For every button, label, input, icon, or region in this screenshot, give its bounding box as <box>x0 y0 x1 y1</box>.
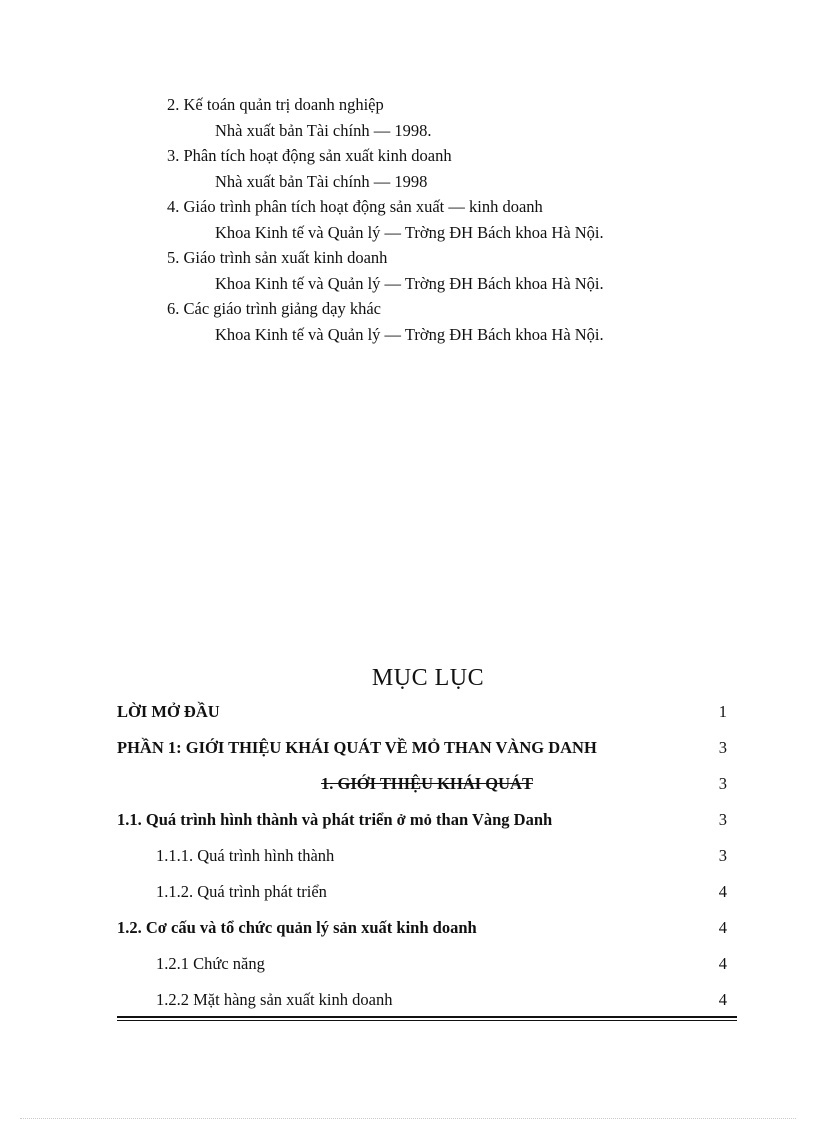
toc-entry-page: 3 <box>718 846 727 865</box>
toc-entry[interactable] <box>117 910 737 946</box>
toc-entry-page: 3 <box>718 774 727 793</box>
toc-entry-page: 4 <box>718 990 727 1009</box>
toc-entry-text: 1.2. Cơ cấu và tổ chức quản lý sản xuất kinh doanh <box>117 918 477 937</box>
toc-divider-thin <box>117 1020 737 1021</box>
reference-source: Khoa Kinh tế và Quản lý — Trờng ĐH Bách khoa Hà Nội. <box>215 273 604 293</box>
toc-entry[interactable] <box>117 766 737 802</box>
reference-item <box>0 194 816 245</box>
reference-item <box>0 296 816 347</box>
toc-entry-text: 1.1. Quá trình hình thành và phát triển ở mỏ than Vàng Danh <box>117 810 553 829</box>
toc-entry-text: LỜI MỞ ĐẦU <box>117 702 220 721</box>
toc-entry[interactable] <box>117 694 737 730</box>
reference-title: 6. Các giáo trình giảng dạy khác <box>167 299 381 318</box>
toc-entry-text: 1.1.2. Quá trình phát triển <box>156 882 327 901</box>
reference-title: 2. Kế toán quản trị doanh nghiệp <box>167 95 384 114</box>
toc-entry[interactable] <box>117 802 737 838</box>
reference-source: Nhà xuất bản Tài chính — 1998 <box>215 171 428 191</box>
toc-entry-text: 1.2.2 Mặt hàng sản xuất kinh doanh <box>156 990 393 1009</box>
reference-title: 5. Giáo trình sản xuất kinh doanh <box>167 248 388 267</box>
toc-entry-text: 1.1.1. Quá trình hình thành <box>156 846 335 865</box>
toc-entry-text: PHẦN 1: GIỚI THIỆU KHÁI QUÁT VỀ MỎ THAN VÀNG DANH <box>117 738 597 757</box>
toc-entry-text: 1. GIỚI THIỆU KHÁI QUÁT <box>321 774 533 793</box>
toc-entry-page: 1 <box>718 702 727 721</box>
toc-entry[interactable] <box>117 730 737 766</box>
toc-entry[interactable] <box>117 982 737 1018</box>
reference-item <box>0 245 816 296</box>
toc-divider-thick <box>117 1016 737 1018</box>
toc-entry-page: 4 <box>718 954 727 973</box>
reference-title: 4. Giáo trình phân tích hoạt động sản xuất — kinh doanh <box>167 197 543 216</box>
reference-item <box>0 143 816 194</box>
reference-item <box>0 92 816 143</box>
reference-source: Khoa Kinh tế và Quản lý — Trờng ĐH Bách khoa Hà Nội. <box>215 324 604 344</box>
toc-entry-text: 1.2.1 Chức năng <box>156 954 265 973</box>
toc-entry-page: 4 <box>718 882 727 901</box>
toc-entry-page: 3 <box>718 810 727 829</box>
toc-entry-page: 4 <box>718 918 727 937</box>
toc-entry-page: 3 <box>718 738 727 757</box>
toc-entry[interactable] <box>117 874 737 910</box>
reference-source: Nhà xuất bản Tài chính — 1998. <box>215 120 432 140</box>
reference-title: 3. Phân tích hoạt động sản xuất kinh doanh <box>167 146 452 165</box>
toc-entry[interactable] <box>117 838 737 874</box>
table-of-contents <box>117 694 737 1018</box>
reference-list <box>0 92 816 347</box>
toc-entry[interactable] <box>117 946 737 982</box>
toc-heading: MỤC LỤC <box>371 665 485 691</box>
reference-source: Khoa Kinh tế và Quản lý — Trờng ĐH Bách khoa Hà Nội. <box>215 222 604 242</box>
page-edge-divider <box>20 1118 796 1119</box>
